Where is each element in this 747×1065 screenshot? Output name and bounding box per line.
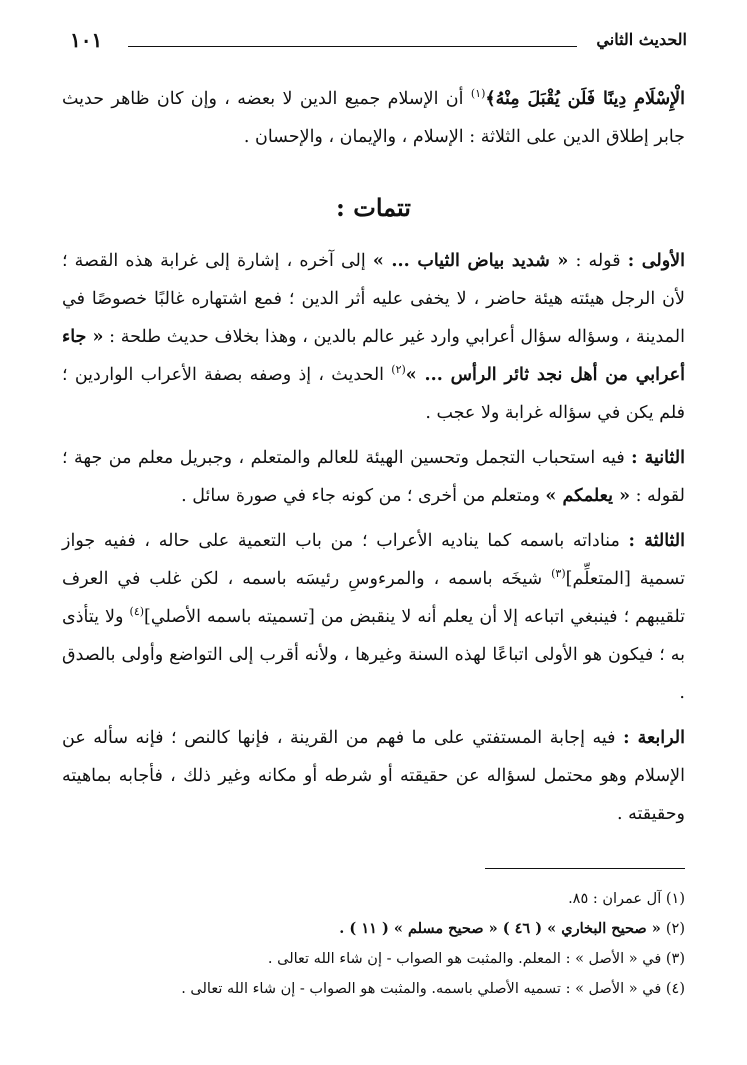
note-second <box>62 439 685 515</box>
footnote-ref-3: (٣) <box>551 567 566 581</box>
note-text: فيه إجابة المستفتي على ما فهم من القرينة ، فإنها كالنص ؛ فإنه سأله عن الإسلام وهو محتمل لسؤاله عن حقيقته أو شرطه أو مكانه وغير ذلك ، فأجابه بماهيته وحقيقته . <box>62 728 685 824</box>
note-text: شيخَه باسمه ، والمرءوسِ رئيسَه باسمه ، لكن غلب في العرف تلقيبهم ؛ فينبغي اتباعه إلا أن يعلم أنه لا ينقبض من [تسميته باسمه الأصلي] <box>62 569 686 627</box>
intro-paragraph <box>62 80 685 156</box>
footnote-text: في « الأصل » : المعلم. والمثبت هو الصواب - إن شاء الله تعالى . <box>267 951 666 967</box>
note-text: قوله : <box>568 251 628 271</box>
quote: « يعلمكم » <box>545 486 631 506</box>
page-header <box>70 30 687 60</box>
footnote-number: (٣) <box>665 951 685 967</box>
footnote-text: آل عمران : ٨٥. <box>568 891 666 907</box>
footnote-ref-2: (٢) <box>391 363 406 377</box>
note-label: الرابعة : <box>623 728 685 748</box>
notes-body <box>62 242 685 840</box>
footnote-item <box>62 944 685 974</box>
footnote-separator <box>485 868 685 869</box>
note-label: الأولى : <box>627 251 685 271</box>
note-text: الحديث ، إذ وصفه بصفة الأعراب الواردين ؛ فلم يكن في سؤاله غرابة ولا عجب . <box>62 365 685 423</box>
section-heading: تتمات : <box>336 193 411 222</box>
footnote-item <box>62 974 685 1004</box>
footnote-text: في « الأصل » : تسميه الأصلي باسمه. والمثبت هو الصواب - إن شاء الله تعالى . <box>181 981 666 997</box>
intro-text: أن الإسلام جميع الدين لا بعضه ، وإن كان ظاهر حديث جابر إطلاق الدين على الثلاثة : الإسلام ، والإيمان ، والإحسان . <box>62 89 685 147</box>
footnote-number: (٤) <box>665 981 685 997</box>
note-label: الثانية : <box>631 448 685 468</box>
header-rule <box>128 46 577 47</box>
note-text: مناداته باسمه كما يناديه الأعراب ؛ من باب التعمية على حاله ، ففيه جواز تسمية [المتعلِّم] <box>62 531 685 589</box>
footnote-ref-4: (٤) <box>129 605 145 619</box>
note-text: إلى آخره ، إشارة إلى غرابة هذه القصة ؛ لأن الرجل هيئته هيئة حاضر ، لا يخفى عليه أثر الدين ؛ فمع اشتهاره غالبًا خصوصًا في المدينة ، وسؤاله سؤال أعرابي وارد غير عالم بالدين ، وهذا بخلاف حديث طلحة : <box>62 251 685 347</box>
footnote-ref-1: (١) <box>470 87 486 101</box>
page-number: ١٠١ <box>70 28 103 52</box>
quote: « جاء أعرابي من أهل نجد ثائر الرأس ... » <box>62 327 685 385</box>
footnote-number: (١) <box>665 891 685 907</box>
quran-verse: الْإِسْلَامِ دِينًا فَلَن يُقْبَلَ مِنْهُ﴾ <box>485 89 685 109</box>
running-title: الحديث الثاني <box>596 30 687 49</box>
footnotes <box>62 884 685 1004</box>
footnote-item <box>62 914 685 944</box>
footnote-number: (٢) <box>665 921 685 937</box>
footnote-text: « صحيح البخاري » ( ٤٦ ) « صحيح مسلم » ( ١١ ) . <box>339 920 666 937</box>
note-fourth <box>62 719 685 833</box>
quote: « شديد بياض الثياب ... » <box>372 251 569 271</box>
note-text: فيه استحباب التجمل وتحسين الهيئة للعالم والمتعلم ، وجبريل معلم من جهة ؛ لقوله : <box>62 448 685 506</box>
note-third <box>62 522 685 712</box>
note-label: الثالثة : <box>628 531 685 551</box>
note-first <box>62 242 685 432</box>
footnote-item <box>62 884 685 914</box>
note-text: ولا يتأذى به ؛ فيكون هو الأولى اتباعًا لهذه السنة وغيرها ، ولأنه أقرب إلى التواضع وأولى بالصدق . <box>62 607 685 703</box>
note-text: ومتعلم من أخرى ؛ من كونه جاء في صورة سائل . <box>181 486 546 506</box>
